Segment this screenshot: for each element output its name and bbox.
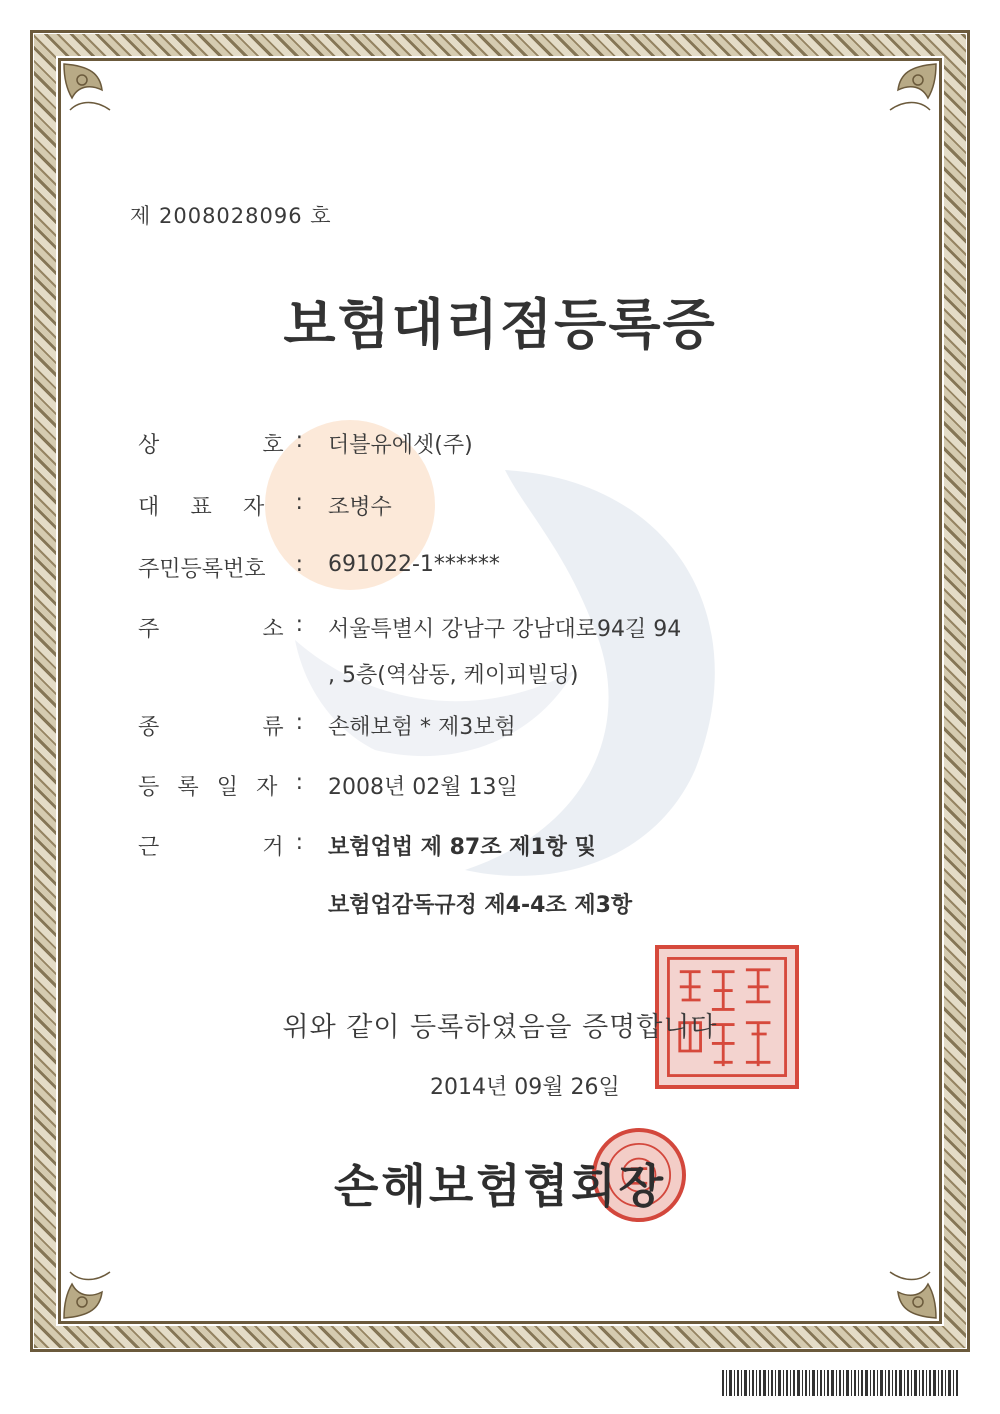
label-char: 일	[216, 775, 239, 800]
field-value-line2: , 5층(역삼동, 케이피빌딩)	[328, 663, 579, 688]
issuer-name: 손해보험협회장	[333, 1159, 667, 1213]
label-char: 록	[177, 775, 199, 800]
field-value: 조병수	[328, 495, 392, 520]
number-prefix: 제	[130, 204, 152, 228]
label-char: 주민등록번호	[138, 557, 266, 582]
label-colon: :	[295, 710, 303, 735]
label-char: 근	[138, 835, 160, 860]
label-char: 종	[138, 715, 160, 740]
field-label	[138, 490, 303, 521]
field-value-line2: 보험업감독규정 제4-4조 제3항	[328, 893, 633, 918]
field-value: 691022-1******	[328, 552, 500, 577]
label-colon: :	[295, 612, 303, 637]
label-colon: :	[295, 830, 303, 855]
label-char: 자	[256, 775, 278, 800]
issue-date: 2014년 09월 26일	[430, 1075, 620, 1100]
label-char: 대	[138, 495, 160, 520]
number-suffix: 호	[310, 204, 332, 228]
label-char: 주	[138, 617, 160, 642]
label-char: 등	[138, 775, 160, 800]
label-colon: :	[295, 428, 303, 453]
field-value: 보험업법 제 87조 제1항 및	[328, 835, 596, 860]
corner-ornament-icon	[878, 1260, 940, 1322]
label-char: 자	[243, 495, 265, 520]
label-colon: :	[295, 770, 303, 795]
field-value: 2008년 02월 13일	[328, 775, 518, 800]
field-value: 더블유에셋(주)	[328, 433, 473, 458]
certify-statement: 위와 같이 등록하였음을 증명합니다	[282, 1012, 718, 1043]
field-label	[138, 428, 303, 459]
label-char: 소	[262, 617, 284, 642]
corner-ornament-icon	[60, 1260, 122, 1322]
label-char: 류	[262, 715, 284, 740]
label-char: 표	[190, 495, 212, 520]
field-label	[138, 612, 303, 643]
label-colon: :	[295, 490, 303, 515]
number-value: 2008028096	[158, 204, 303, 228]
field-value: 서울특별시 강남구 강남대로94길 94	[328, 617, 682, 642]
corner-ornament-icon	[878, 60, 940, 122]
label-char: 상	[138, 433, 160, 458]
certificate-number	[130, 200, 332, 230]
field-label	[138, 710, 303, 741]
label-char: 호	[262, 433, 284, 458]
field-label	[138, 552, 303, 583]
corner-ornament-icon	[60, 60, 122, 122]
certificate-title: 보험대리점등록증	[283, 293, 717, 356]
label-colon: :	[295, 552, 303, 577]
field-label	[138, 770, 303, 801]
barcode-icon	[722, 1370, 960, 1396]
field-value: 손해보험 * 제3보험	[328, 715, 516, 740]
label-char: 거	[262, 835, 284, 860]
field-label	[138, 830, 303, 861]
